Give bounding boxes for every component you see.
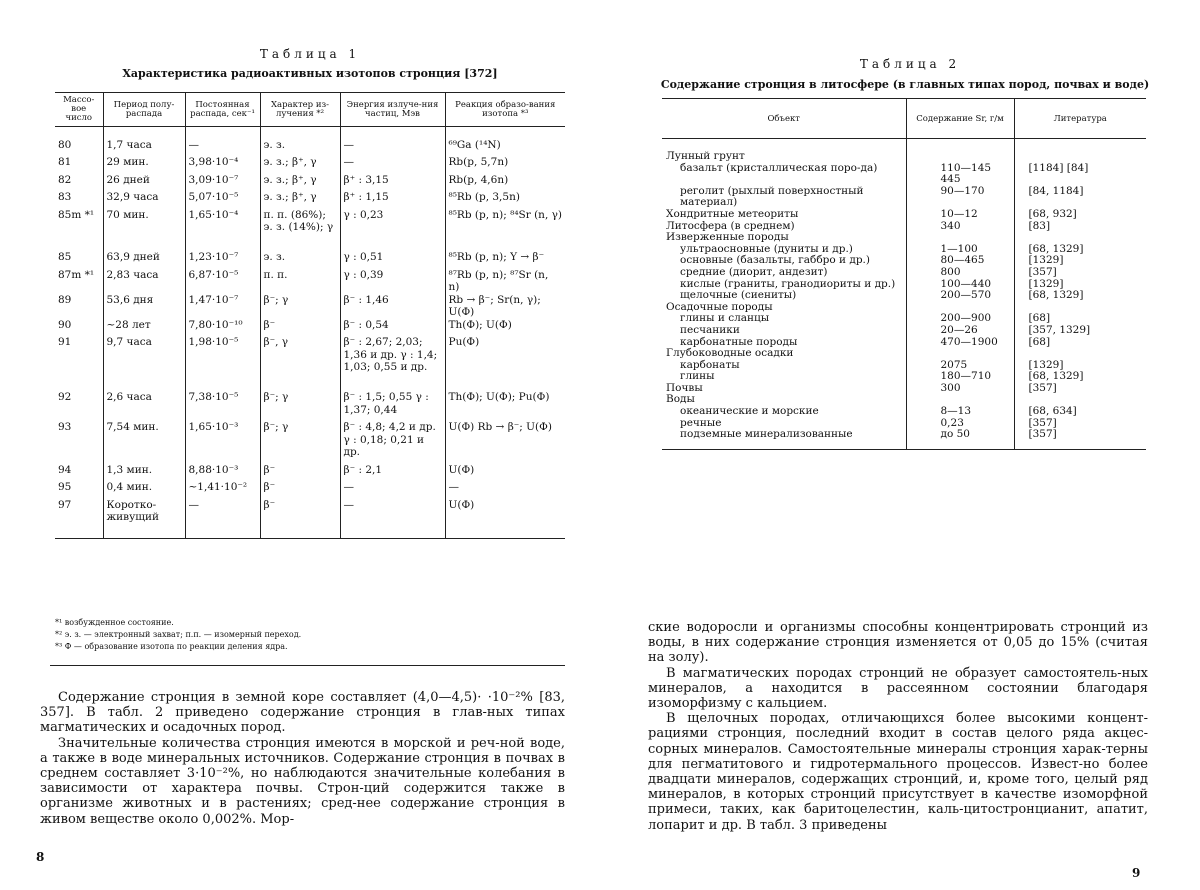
table1-cell: ⁸⁷Rb (p, n); ⁸⁷Sr (n, n) xyxy=(445,269,565,294)
table2-cell: Хондритные метеориты xyxy=(666,207,799,220)
table2-cell: Литосфера (в среднем) xyxy=(666,219,795,232)
table2-cell: [357] xyxy=(1014,429,1146,449)
table1-cell: ⁶⁹Ga (¹⁴N) xyxy=(445,127,565,157)
table2-cell: Почвы xyxy=(666,381,703,394)
paragraph: ские водоросли и организмы способны концентрировать стронций из воды, в них содержание стронция изменяется от 0,05 до 15% (считая на золу). xyxy=(648,620,1148,666)
table2-row xyxy=(662,383,1146,395)
table2-row xyxy=(662,348,1146,360)
table1-cell: β⁻ : 0,54 xyxy=(340,319,445,337)
table1-cell: Th(Ф); U(Ф); Pu(Ф) xyxy=(445,391,565,421)
table2-cell: Осадочные породы xyxy=(666,300,773,313)
table2-row xyxy=(662,186,1146,209)
table1-cell: 89 xyxy=(58,293,72,306)
table1-cell: 1,7 часа xyxy=(103,127,185,157)
table2-cell xyxy=(1014,232,1146,244)
table1-caption: Таблица 1 xyxy=(259,47,361,61)
table2-cell: [68] xyxy=(1014,337,1146,349)
table1-cell: Rb(p, 5,7n) xyxy=(445,156,565,174)
table1-cell: э. з.; β⁺, γ xyxy=(260,191,340,209)
table2-cell: Лунный грунт xyxy=(666,150,745,162)
table2-cell: 100—440 xyxy=(906,279,1014,291)
table2-cell: кислые (граниты, гранодиориты и др.) xyxy=(680,277,896,290)
table1-cell: β⁻; γ xyxy=(260,294,340,319)
table2-cell xyxy=(906,348,1014,360)
table1-title: Характеристика радиоактивных изотопов стронция [372] xyxy=(122,67,498,80)
table1-cell: β⁻ : 4,8; 4,2 и др. γ : 0,18; 0,21 и др. xyxy=(340,421,445,464)
table1-cell: Коротко-живущий xyxy=(103,499,185,539)
table2-cell: 1—100 xyxy=(906,244,1014,256)
body-text-left xyxy=(40,690,565,827)
table1-cell: 97 xyxy=(58,498,72,511)
table1-cell: 2,6 часа xyxy=(103,391,185,421)
table2-column-header: Объект xyxy=(767,113,801,124)
table2-row xyxy=(662,267,1146,279)
table1-cell: 3,09·10⁻⁷ xyxy=(185,174,260,192)
table2-column-header: Литература xyxy=(1014,99,1146,139)
table1-column-header: Реакция образо-вания изотопа *³ xyxy=(445,93,565,127)
table2-cell xyxy=(906,232,1014,244)
table1-cell: 9,7 часа xyxy=(103,336,185,391)
table2-caption: Таблица 2 xyxy=(859,57,961,71)
table1-cell: 0,4 мин. xyxy=(103,481,185,499)
table2-cell: 90—170 xyxy=(906,186,1014,209)
table1-column-header: Энергия излуче-ния частиц, Мэв xyxy=(340,93,445,127)
table1-cell: 87m *¹ xyxy=(58,268,95,281)
table2-cell: карбонаты xyxy=(680,358,740,371)
table2-cell xyxy=(1014,348,1146,360)
table2-row xyxy=(662,163,1146,186)
table2-cell: Глубоководные осадки xyxy=(666,347,794,360)
table2-cell: 200—570 xyxy=(906,290,1014,302)
table2-cell: 20—26 xyxy=(906,325,1014,337)
table2-cell: [1329] xyxy=(1014,279,1146,291)
table2-cell: до 50 xyxy=(906,429,1014,449)
table1-cell: ⁸⁵Rb (p, n); ⁸⁴Sr (n, γ) xyxy=(445,209,565,252)
table2-cell: 800 xyxy=(906,267,1014,279)
table2-cell: [68] xyxy=(1014,313,1146,325)
table1-cell: β⁻ : 1,46 xyxy=(340,294,445,319)
table1-cell: 82 xyxy=(58,173,72,186)
table2-cell: карбонатные породы xyxy=(680,335,798,348)
table1-row xyxy=(55,156,565,174)
table2-cell: 470—1900 xyxy=(906,337,1014,349)
table2-cell xyxy=(1014,139,1146,163)
table2-row xyxy=(662,232,1146,244)
table2-cell: 2075 xyxy=(906,360,1014,372)
table1-cell: β⁻ : 1,5; 0,55 γ : 1,37; 0,44 xyxy=(340,391,445,421)
table2-cell: реголит (рыхлый поверхностный материал) xyxy=(680,184,864,209)
table1-cell: 80 xyxy=(58,139,72,151)
table1-cell: э. з.; β⁺, γ xyxy=(260,156,340,174)
table1-cell: 26 дней xyxy=(103,174,185,192)
table1-row xyxy=(55,251,565,269)
table1-cell: U(Ф) Rb → β⁻; U(Ф) xyxy=(445,421,565,464)
table2-row xyxy=(662,325,1146,337)
table2-cell: [1329] xyxy=(1014,360,1146,372)
table1-cell: 1,47·10⁻⁷ xyxy=(185,294,260,319)
table2-cell: [1184] [84] xyxy=(1014,163,1146,186)
table1-row xyxy=(55,127,565,157)
table2-cell: [68, 1329] xyxy=(1014,371,1146,383)
table1-row xyxy=(55,464,565,482)
table2-cell: океанические и морские xyxy=(680,405,819,418)
table1-cell: 83 xyxy=(58,191,72,203)
table1-cell: 95 xyxy=(58,481,72,493)
table1-cell: 85m *¹ xyxy=(58,208,95,221)
table2-cell: средние (диорит, андезит) xyxy=(680,265,828,278)
table1-cell: 92 xyxy=(58,391,72,403)
table1-row xyxy=(55,391,565,421)
table2-cell: [68, 634] xyxy=(1014,406,1146,418)
table1-cell: — xyxy=(340,127,445,157)
divider xyxy=(50,665,565,666)
table1-cell: 1,23·10⁻⁷ xyxy=(185,251,260,269)
table1 xyxy=(55,92,565,539)
table1-cell: 1,65·10⁻³ xyxy=(185,421,260,464)
table1-row xyxy=(55,336,565,391)
table1-cell: β⁻ xyxy=(260,464,340,482)
footnotes xyxy=(55,617,565,653)
table2-row xyxy=(662,290,1146,302)
table1-cell: ~28 лет xyxy=(103,319,185,337)
table1-cell: э. з.; β⁺, γ xyxy=(260,174,340,192)
table2-cell: [68, 932] xyxy=(1014,209,1146,221)
table1-row xyxy=(55,191,565,209)
table1-cell: Pu(Ф) xyxy=(445,336,565,391)
footnote: *² э. з. — электронный захват; п.п. — изомерный переход. xyxy=(55,630,302,639)
table1-column-header: Период полу-распада xyxy=(103,93,185,127)
table1-cell: β⁻, γ xyxy=(260,336,340,391)
table1-cell: 29 мин. xyxy=(103,156,185,174)
table1-cell: U(Ф) xyxy=(445,464,565,482)
table1-column-header: Постоянная распада, сек⁻¹ xyxy=(185,93,260,127)
table1-cell: ⁸⁵Rb (p, n); Y → β⁻ xyxy=(445,251,565,269)
table2-cell: [68, 1329] xyxy=(1014,244,1146,256)
table2-cell: 0,23 xyxy=(906,418,1014,430)
table1-cell: 8,88·10⁻³ xyxy=(185,464,260,482)
table2-row xyxy=(662,139,1146,163)
table2-cell: базальт (кристаллическая поро-да) xyxy=(680,161,878,174)
paragraph: Содержание стронция в земной коре составляет (4,0—4,5)· ·10⁻²% [83, 357]. В табл. 2 приведено содержание стронция в глав-ных типах магматических и осадочных пород. xyxy=(40,690,565,736)
table1-cell: — xyxy=(340,499,445,539)
table2-cell: 340 xyxy=(906,221,1014,233)
table2-row xyxy=(662,209,1146,221)
table2-cell: 80—465 xyxy=(906,255,1014,267)
table2-cell: Воды xyxy=(666,393,695,406)
table1-row xyxy=(55,174,565,192)
table1-cell: 7,80·10⁻¹⁰ xyxy=(185,319,260,337)
table1-cell: 53,6 дня xyxy=(103,294,185,319)
table1-cell: 85 xyxy=(58,251,72,263)
table1-cell: 6,87·10⁻⁵ xyxy=(185,269,260,294)
table1-cell: 94 xyxy=(58,463,72,476)
table1-row xyxy=(55,481,565,499)
table1-cell: 3,98·10⁻⁴ xyxy=(185,156,260,174)
table1-cell: 93 xyxy=(58,421,72,433)
table1-cell: 1,65·10⁻⁴ xyxy=(185,209,260,252)
table2-cell: ультраосновные (дуниты и др.) xyxy=(680,242,853,255)
table2-cell: 300 xyxy=(906,383,1014,395)
paragraph: Значительные количества стронция имеются в морской и реч-ной воде, а также в воде минеральных источников. Содержание стронция в почвах в среднем составляет 3·10⁻²%, но наблюдаются значительные колебания в зависимости от характера почвы. Строн-ций содержится также в организме животных и в растениях; сред-нее содержание стронция в живом веществе около 0,002%. Мор- xyxy=(40,735,565,827)
table1-cell: β⁻ xyxy=(260,319,340,337)
table2-header xyxy=(662,99,1146,139)
table1-cell: β⁺ : 1,15 xyxy=(340,191,445,209)
table1-header xyxy=(55,93,565,127)
table1-cell: 1,3 мин. xyxy=(103,464,185,482)
table1-cell: γ : 0,51 xyxy=(340,251,445,269)
table2-cell: 180—710 xyxy=(906,371,1014,383)
table2-cell: глины xyxy=(680,370,715,383)
table1-cell: β⁻ : 2,67; 2,03; 1,36 и др. γ : 1,4; 1,03; 0,55 и др. xyxy=(340,336,445,391)
table1-row xyxy=(55,319,565,337)
table1-cell: — xyxy=(185,127,260,157)
table1-cell: 63,9 дней xyxy=(103,251,185,269)
table1-cell: 91 xyxy=(58,336,72,348)
table2-cell: [357, 1329] xyxy=(1014,325,1146,337)
table1-cell: β⁻ : 2,1 xyxy=(340,464,445,482)
table1-cell: 81 xyxy=(58,156,72,168)
table2-cell: [83] xyxy=(1014,221,1146,233)
table1-cell: — xyxy=(340,481,445,499)
table1-cell: γ : 0,23 xyxy=(340,209,445,252)
table1-cell: 90 xyxy=(58,318,72,331)
table2-row xyxy=(662,406,1146,418)
table1-cell: 1,98·10⁻⁵ xyxy=(185,336,260,391)
table2-cell: [357] xyxy=(1014,418,1146,430)
table2-cell: 200—900 xyxy=(906,313,1014,325)
table1-cell: 7,38·10⁻⁵ xyxy=(185,391,260,421)
table1-cell: β⁺ : 3,15 xyxy=(340,174,445,192)
table2-cell: [84, 1184] xyxy=(1014,186,1146,209)
table2-row xyxy=(662,371,1146,383)
table2-cell: 10—12 xyxy=(906,209,1014,221)
table1-cell: Rb(p, 4,6n) xyxy=(445,174,565,192)
table1-row xyxy=(55,209,565,252)
table1-cell: 32,9 часа xyxy=(103,191,185,209)
table1-cell: Th(Ф); U(Ф) xyxy=(445,319,565,337)
table1-cell: ⁸⁵Rb (p, 3,5n) xyxy=(445,191,565,209)
table1-cell: ~1,41·10⁻² xyxy=(185,481,260,499)
table1-cell: γ : 0,39 xyxy=(340,269,445,294)
paragraph: В магматических породах стронций не образует самостоятель-ных минералов, а находится в рассеянном состоянии благодаря изоморфизму с кальцием. xyxy=(648,665,1148,712)
table1-row xyxy=(55,421,565,464)
table1-cell: э. з. xyxy=(260,251,340,269)
table1-row xyxy=(55,294,565,319)
table1-column-header: Характер из-лучения *² xyxy=(260,93,340,127)
footnote: *¹ возбужденное состояние. xyxy=(55,618,174,627)
table1-cell: — xyxy=(340,156,445,174)
table2-cell: Изверженные породы xyxy=(666,231,789,244)
table2-cell: [68, 1329] xyxy=(1014,290,1146,302)
table1-cell: β⁻; γ xyxy=(260,421,340,464)
table2-cell: речные xyxy=(680,416,722,429)
footnote: *³ Ф — образование изотопа по реакции деления ядра. xyxy=(55,642,288,651)
table1-cell: U(Ф) xyxy=(445,499,565,539)
body-text-right xyxy=(648,620,1148,833)
table1-cell: β⁻; γ xyxy=(260,391,340,421)
table1-cell: β⁻ xyxy=(260,499,340,539)
table2-cell: [1329] xyxy=(1014,255,1146,267)
table2-cell: глины и сланцы xyxy=(680,312,770,325)
page-number-left: 8 xyxy=(36,850,45,864)
table1-cell: п. п. (86%); э. з. (14%); γ xyxy=(260,209,340,252)
table1-cell: э. з. xyxy=(260,127,340,157)
table1-cell: 7,54 мин. xyxy=(103,421,185,464)
paragraph: В щелочных породах, отличающихся более высокими концент-рациями стронция, последний входит в состав целого ряда акцес-сорных минералов. Самостоятельные минералы стронция харак-терны для пегматитового и гидротермального процессов. Извест-но более двадцати минералов, содержащих стронций, и, кроме того, целый ряд минералов, в которых стронций присутствует в качестве изоморфной примеси, таких, как баритоцелестин, каль-цитостронцианит, апатит, лопарит и др. В табл. 3 приведены xyxy=(648,711,1148,833)
table1-cell: — xyxy=(445,481,565,499)
table2-cell: щелочные (сиениты) xyxy=(680,289,797,302)
table2-cell: подземные минерализованные xyxy=(680,428,853,441)
table1-row xyxy=(55,499,565,539)
table2-cell: 110—145 445 xyxy=(906,163,1014,186)
table1-cell: 2,83 часа xyxy=(103,269,185,294)
table2-title: Содержание стронция в литосфере (в главных типах пород, почвах и воде) xyxy=(660,78,1150,91)
table2-cell: [357] xyxy=(1014,383,1146,395)
table2-cell: основные (базальты, габбро и др.) xyxy=(680,254,870,267)
table1-cell: Rb → β⁻; Sr(n, γ); U(Ф) xyxy=(445,294,565,319)
table2-column-header: Содержание Sr, г/м xyxy=(906,99,1014,139)
table1-cell: п. п. xyxy=(260,269,340,294)
table1-cell: 70 мин. xyxy=(103,209,185,252)
table2-cell: 8—13 xyxy=(906,406,1014,418)
table2 xyxy=(662,98,1146,450)
table1-cell: — xyxy=(185,499,260,539)
table2-row xyxy=(662,429,1146,449)
table1-row xyxy=(55,269,565,294)
table1-column-header: Массо-вое число xyxy=(63,95,95,123)
table2-cell: [357] xyxy=(1014,267,1146,279)
table1-cell: 5,07·10⁻⁵ xyxy=(185,191,260,209)
table2-cell: песчаники xyxy=(680,323,740,336)
table2-cell xyxy=(906,139,1014,163)
table1-cell: β⁻ xyxy=(260,481,340,499)
page-number-right: 9 xyxy=(1132,866,1141,880)
